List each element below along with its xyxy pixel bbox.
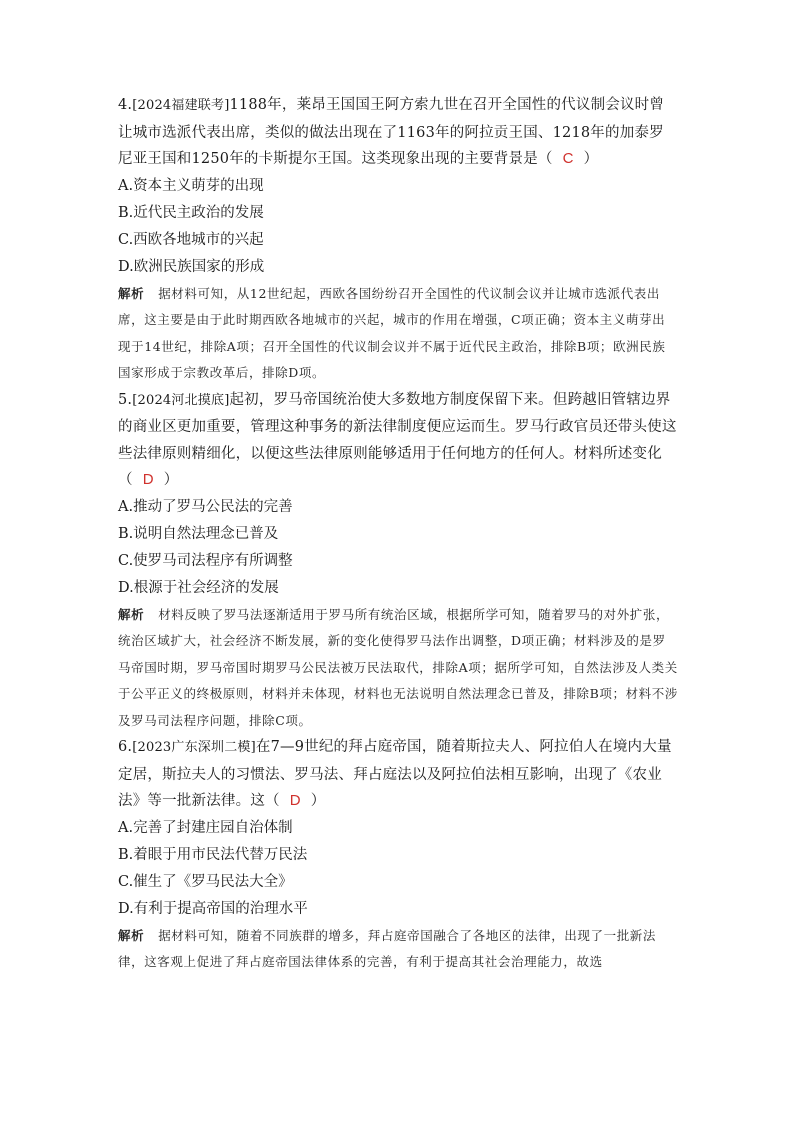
- analysis-label: 解析: [118, 606, 145, 622]
- question-source: [2023广东深圳二模]: [132, 740, 256, 755]
- option-a: A.完善了封建庄园自治体制: [118, 819, 293, 836]
- analysis: [118, 602, 678, 735]
- answer-letter: D: [289, 792, 301, 809]
- analysis-text: 据材料可知，从12世纪起，西欧各国纷纷召开全国性的代议制会议并让城市选派代表出席，这主要是由于此时期西欧各地城市的兴起，城市的作用在增强，C项正确；资本主义萌芽出现于14世纪，排除A项；召开全国性的代议制会议并不属于近代民主政治，排除B项；欧洲民族国家形成于宗教改革后，排除D项。: [118, 285, 666, 380]
- option-c: C.使罗马司法程序有所调整: [118, 552, 293, 569]
- question-4: [118, 92, 678, 387]
- option-d: D.根源于社会经济的发展: [118, 579, 279, 596]
- option-d: D.欧洲民族国家的形成: [118, 258, 265, 275]
- option-c: C.催生了《罗马民法大全》: [118, 873, 293, 890]
- answer-letter: C: [562, 150, 574, 167]
- analysis: [118, 281, 678, 387]
- question-source: [2024福建联考]: [132, 98, 230, 113]
- question-source: [2024河北摸底]: [132, 392, 230, 408]
- option-a: A.资本主义萌芽的出现: [118, 177, 264, 194]
- question-stem: [118, 734, 678, 815]
- question-5: [118, 387, 678, 735]
- question-stem: [118, 387, 678, 494]
- analysis-text: 据材料可知，随着不同族群的增多，拜占庭帝国融合了各地区的法律，出现了一批新法律，这客观上促进了拜占庭帝国法律体系的完善，有利于提高其社会治理能力，故选: [118, 927, 657, 969]
- option-b: B.着眼于用市民法代替万民法: [118, 846, 308, 863]
- answer-bracket: （ D ）: [265, 792, 326, 809]
- option-b: B.说明自然法理念已普及: [118, 525, 279, 542]
- analysis-label: 解析: [118, 927, 145, 943]
- question-text: 1188年，莱昂王国国王阿方索九世在召开全国性的代议制会议时曾让城市选派代表出席，类似的做法出现在了1163年的阿拉贡王国、1218年的加泰罗尼亚王国和1250年的卡斯提尔王国。这类现象出现的主要背景是: [118, 97, 665, 167]
- question-number: 6.: [118, 739, 133, 755]
- option-d: D.有利于提高帝国的治理水平: [118, 900, 308, 917]
- answer-bracket: （ C ）: [537, 150, 599, 167]
- option-b: B.近代民主政治的发展: [118, 204, 264, 221]
- answer-bracket: （ D ）: [118, 471, 179, 488]
- question-text: 在7—9世纪的拜占庭帝国，随着斯拉夫人、阿拉伯人在境内大量定居，斯拉夫人的习惯法、罗马法、拜占庭法以及阿拉伯法相互影响，出现了《农业法》等一批新法律。这: [118, 739, 672, 809]
- option-c: C.西欧各地城市的兴起: [118, 231, 264, 248]
- question-stem: [118, 92, 678, 173]
- answer-letter: D: [142, 471, 154, 488]
- document-page: [118, 92, 678, 976]
- question-number: 5.: [118, 391, 133, 408]
- question-text: 起初，罗马帝国统治使大多数地方制度保留下来。但跨越旧管辖边界的商业区更加重要，管理这种事务的新法律制度便应运而生。罗马行政官员还带头使这些法律原则精细化，以便这些法律原则能够适用于任何地方的任何人。材料所述变化: [118, 391, 677, 462]
- analysis-label: 解析: [118, 285, 145, 301]
- question-number: 4.: [118, 97, 133, 113]
- question-6: [118, 734, 678, 976]
- option-a: A.推动了罗马公民法的完善: [118, 498, 293, 515]
- analysis: [118, 923, 678, 976]
- analysis-text: 材料反映了罗马法逐渐适用于罗马所有统治区域，根据所学可知，随着罗马的对外扩张，统治区域扩大，社会经济不断发展，新的变化使得罗马法作出调整，D项正确；材料涉及的是罗马帝国时期，罗马帝国时期罗马公民法被万民法取代，排除A项；据所学可知，自然法涉及人类关于公平正义的终极原则，材料并未体现，材料也无法说明自然法理念已普及，排除B项；材料不涉及罗马司法程序问题，排除C项。: [118, 606, 678, 728]
